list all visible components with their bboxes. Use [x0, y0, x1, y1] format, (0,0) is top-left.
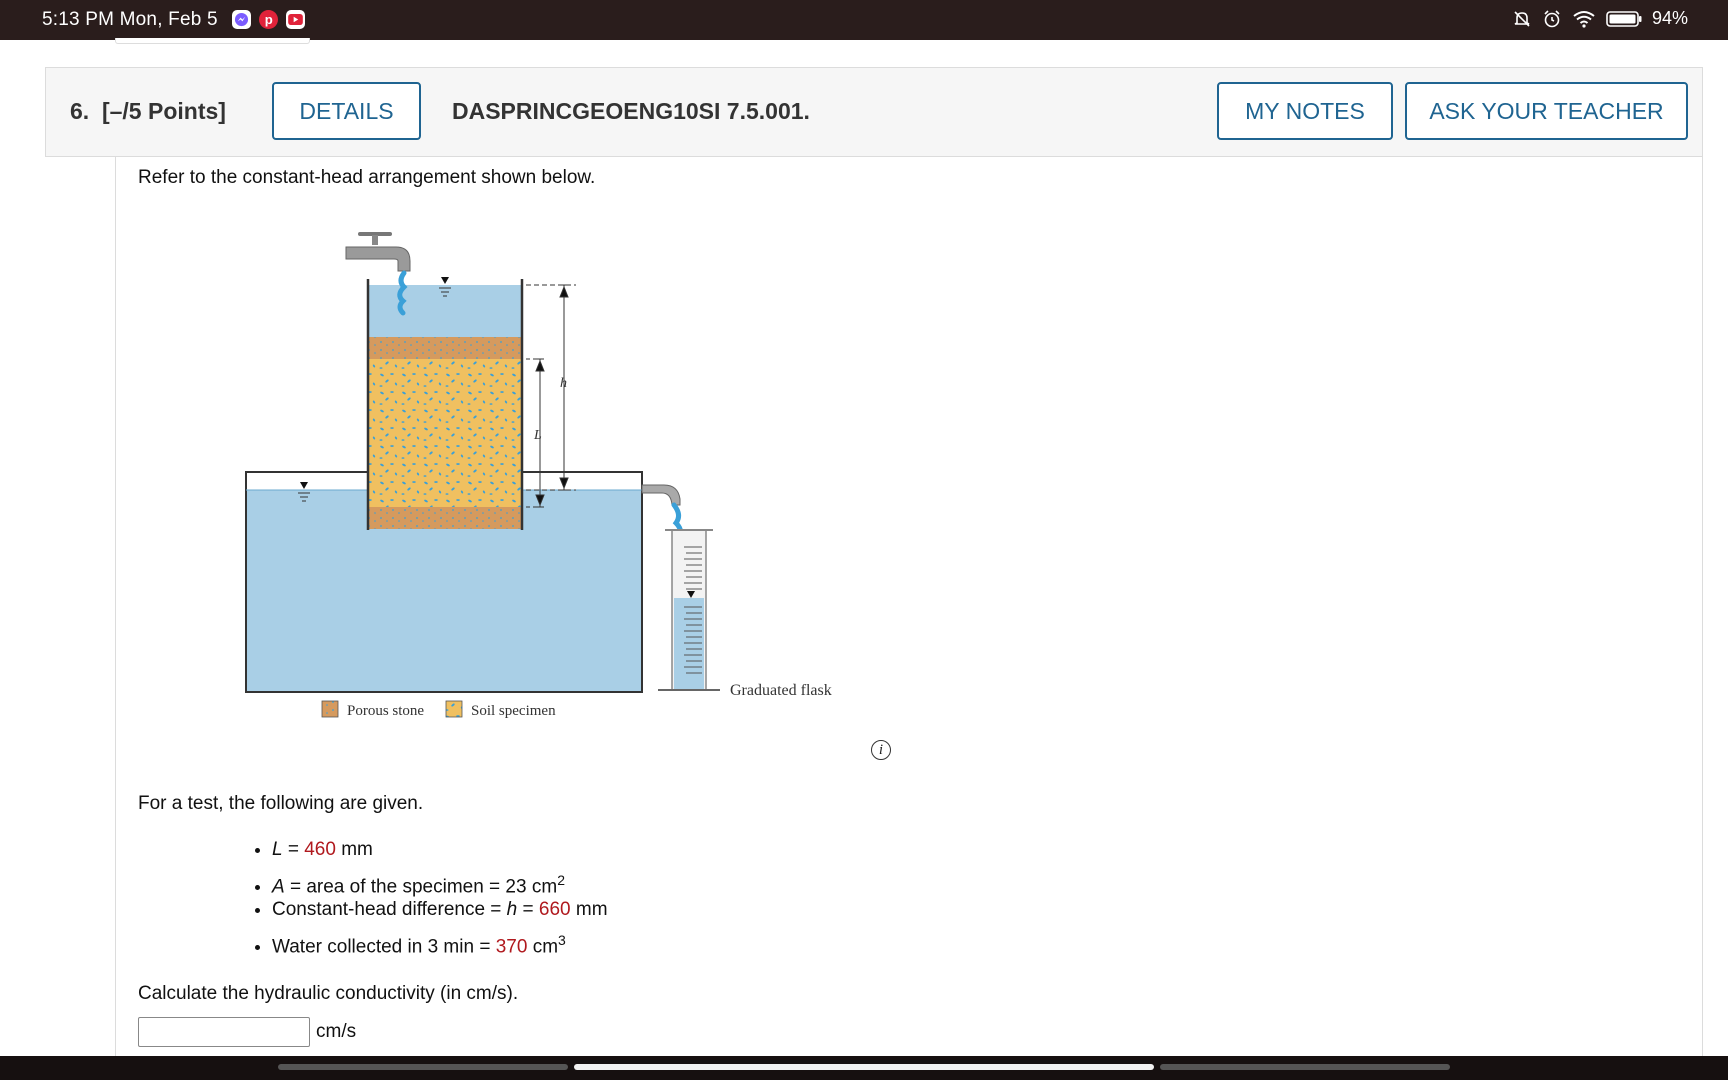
wifi-icon	[1572, 9, 1596, 29]
outlet-spout	[642, 485, 680, 505]
gesture-handle[interactable]	[574, 1064, 1154, 1070]
info-icon[interactable]: i	[871, 740, 891, 760]
given-item-water: • Water collected in 3 min = 370 $cm^3$	[272, 925, 608, 955]
bell-muted-icon	[1512, 9, 1532, 29]
alarm-icon	[1542, 9, 1562, 29]
status-bar	[0, 0, 1728, 40]
constant-head-diagram	[246, 227, 886, 719]
given-item-L: • L = 460 mm	[272, 835, 608, 865]
intro-text: Refer to the constant-head arrangement shown below.	[138, 167, 596, 188]
dimension-h	[526, 285, 576, 490]
messenger-icon	[232, 10, 251, 29]
given-intro-text: For a test, the following are given.	[138, 793, 424, 814]
battery-percent: 94%	[1651, 8, 1688, 28]
column-water	[368, 285, 522, 337]
legend-soil-label: Soil specimen	[471, 703, 556, 719]
pinterest-icon	[259, 10, 278, 29]
details-button[interactable]: DETAILS	[272, 82, 421, 140]
graduated-flask	[658, 530, 720, 690]
system-icons	[1512, 8, 1688, 29]
answer-row	[138, 1017, 356, 1047]
soil-specimen	[368, 359, 522, 507]
question-body	[115, 157, 1703, 1057]
given-list	[254, 835, 608, 958]
given-item-h: • Constant-head difference = h = 660 mm	[272, 895, 608, 925]
answer-input[interactable]	[138, 1017, 310, 1047]
svg-text:p: p	[264, 12, 273, 28]
question-number-points	[70, 98, 226, 125]
status-time: 5:13 PM Mon, Feb 5	[42, 9, 218, 30]
porous-stone-bottom	[368, 507, 522, 529]
nav-segment-right[interactable]	[1160, 1064, 1450, 1070]
my-notes-button[interactable]: MY NOTES	[1217, 82, 1393, 140]
question-text: Calculate the hydraulic conductivity (in cm/s).	[138, 983, 519, 1004]
question-number: 6.	[70, 98, 90, 124]
question-code: DASPRINCGEOENG10SI 7.5.001.	[452, 98, 810, 124]
youtube-icon	[286, 10, 305, 29]
nav-segment-left[interactable]	[278, 1064, 568, 1070]
question-header	[45, 67, 1703, 157]
battery-icon	[1606, 10, 1642, 28]
flask-label: Graduated flask	[730, 682, 832, 699]
notification-icons	[232, 10, 305, 29]
answer-unit: cm/s	[316, 1021, 357, 1042]
porous-stone-top	[368, 337, 522, 359]
ask-teacher-button[interactable]: ASK YOUR TEACHER	[1405, 82, 1688, 140]
label-L: L	[534, 428, 542, 443]
label-h: h	[560, 376, 567, 391]
faucet	[346, 232, 410, 271]
legend	[322, 701, 556, 719]
legend-porous-label: Porous stone	[347, 703, 425, 719]
given-item-A: • A = area of the specimen = 23 $cm^2$	[272, 865, 608, 895]
question-points: [–/5 Points]	[101, 98, 226, 124]
navigation-bar	[0, 1056, 1728, 1080]
tab-edge	[115, 38, 310, 44]
